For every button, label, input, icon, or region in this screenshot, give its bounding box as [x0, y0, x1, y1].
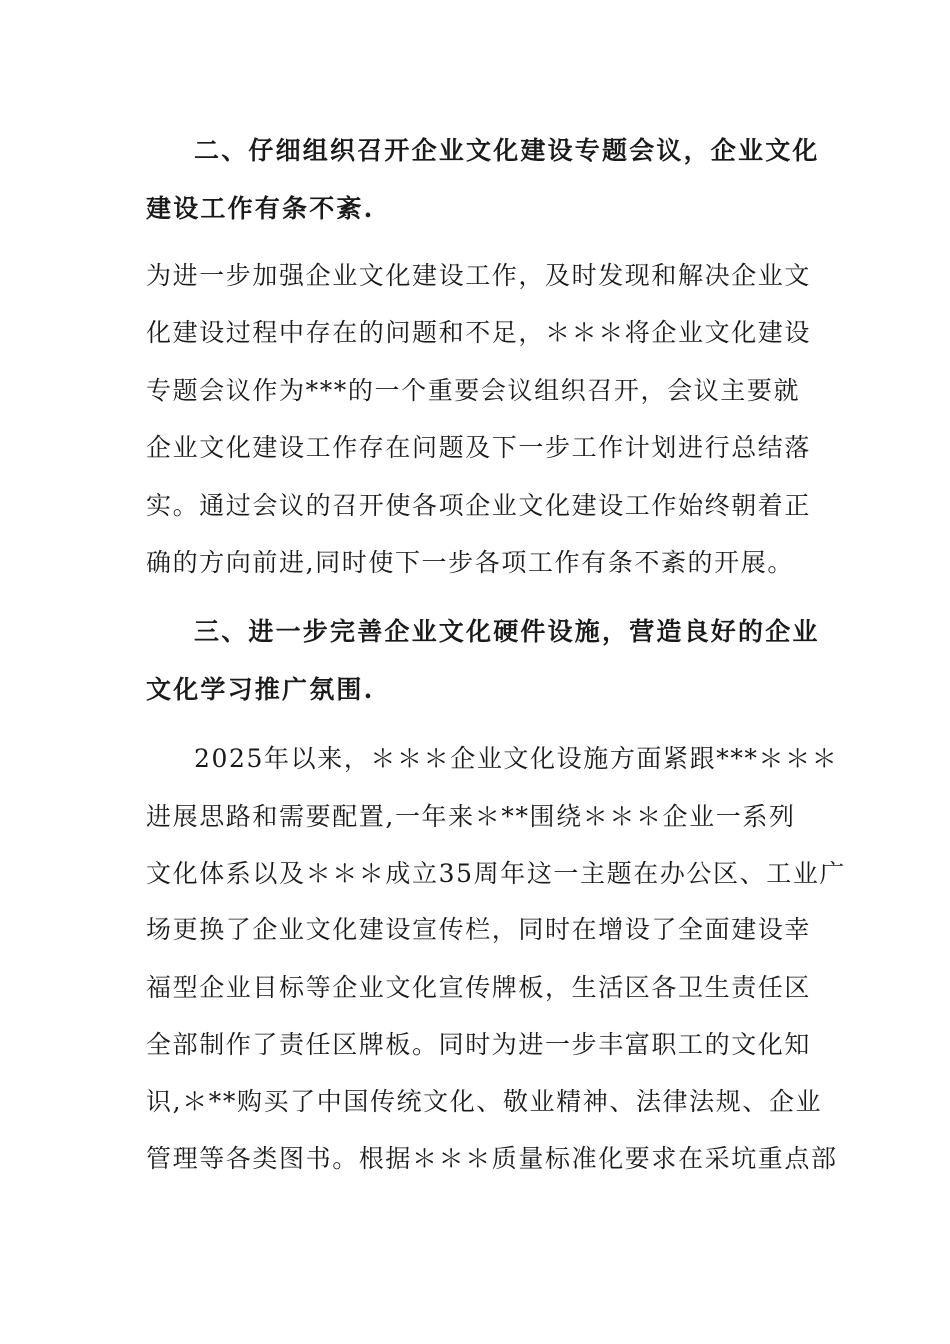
- section-2-heading-line-1: 二、仔细组织召开企业文化建设专题会议，企业文化: [194, 136, 820, 165]
- section-2-body-line-4: 企业文化建设工作存在问题及下一步工作计划进行总结落: [146, 433, 812, 462]
- section-3-body-line-8: 管理等各类图书。根据＊＊＊质量标准化要求在采坑重点部: [146, 1144, 838, 1173]
- section-3-heading-line-1: 三、进一步完善企业文化硬件设施，营造良好的企业: [194, 617, 820, 646]
- section-3-body-line-7: 识,＊**购买了中国传统文化、敬业精神、法律法规、企业: [146, 1087, 823, 1116]
- section-2-body-line-1: 为进一步加强企业文化建设工作，及时发现和解决企业文: [146, 261, 812, 290]
- section-2-body-line-6: 确的方向前进,同时使下一步各项工作有条不紊的开展。: [146, 548, 794, 577]
- section-2-body-line-3: 专题会议作为***的一个重要会议组织召开，会议主要就: [146, 376, 801, 405]
- section-3-body-line-3: 文化体系以及＊＊＊成立35周年这一主题在办公区、工业广: [146, 859, 847, 888]
- section-3-body-line-6: 全部制作了责任区牌板。同时为进一步丰富职工的文化知: [146, 1030, 812, 1059]
- section-3-body-line-5: 福型企业目标等企业文化宣传牌板，生活区各卫生责任区: [146, 973, 812, 1002]
- section-2-body-line-5: 实。通过会议的召开使各项企业文化建设工作始终朝着正: [146, 491, 812, 520]
- section-3-body-line-2: 进展思路和需要配置,一年来＊**围绕＊＊＊企业一系列: [146, 802, 796, 831]
- section-2-body-line-2: 化建设过程中存在的问题和不足，＊＊＊将企业文化建设: [146, 318, 812, 347]
- section-3-body-line-1: 2025年以来，＊＊＊企业文化设施方面紧跟***＊＊＊: [194, 744, 839, 773]
- section-3-heading-line-2: 文化学习推广氛围.: [146, 675, 375, 704]
- section-2-heading-line-2: 建设工作有条不紊.: [146, 194, 375, 223]
- section-3-body-line-4: 场更换了企业文化建设宣传栏，同时在增设了全面建设幸: [146, 915, 812, 944]
